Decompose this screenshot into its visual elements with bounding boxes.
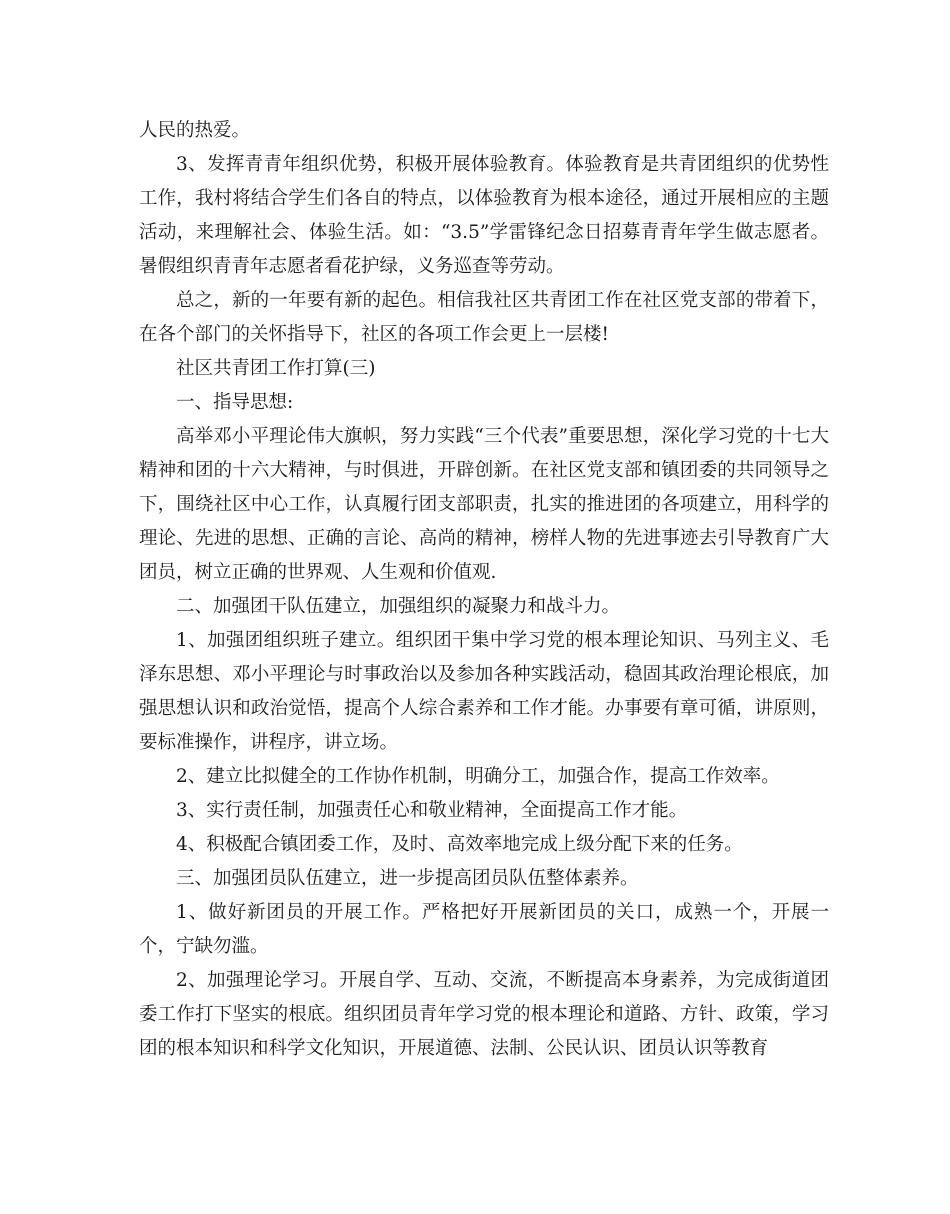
paragraph-conclusion: 总之，新的一年要有新的起色。相信我社区共青团工作在社区党支部的带着下，在各个部门的关怀指导下，社区的各项工作会更上一层楼! xyxy=(139,290,829,345)
paragraph-item-1: 1、加强团组织班子建立。组织团干集中学习党的根本理论知识、马列主义、毛泽东思想、邓小平理论与时事政治以及参加各种实践活动，稳固其政治理论根底，加强思想认识和政治觉悟，提高个人综合素养和工作才能。办事要有章可循，讲原则，要标准操作，讲程序，讲立场。 xyxy=(139,630,829,753)
paragraph-item-2: 2、建立比拟健全的工作协作机制，明确分工，加强合作，提高工作效率。 xyxy=(176,766,780,787)
paragraph-member-item-2: 2、加强理论学习。开展自学、互动、交流，不断提高本身素养，为完成街道团委工作打下坚实的根底。组织团员青年学习党的根本理论和道路、方针、政策，学习团的根本知识和科学文化知识，开展道德、法制、公民认识、团员认识等教育 xyxy=(139,970,829,1059)
document-body xyxy=(139,114,829,1066)
paragraph-guiding-thought: 高举邓小平理论伟大旗帜，努力实践“三个代表”重要思想，深化学习党的十七大精神和团的十六大精神，与时俱进，开辟创新。在社区党支部和镇团委的共同领导之下，围绕社区中心工作，认真履行团支部职责，扎实的推进团的各项建立，用科学的理论、先进的思想、正确的言论、高尚的精神，榜样人物的先进事迹去引导教育广大团员，树立正确的世界观、人生观和价值观. xyxy=(139,426,829,583)
paragraph-experience-education: 3、发挥青青年组织优势，积极开展体验教育。体验教育是共青团组织的优势性工作，我村将结合学生们各自的特点，以体验教育为根本途径，通过开展相应的主题活动，来理解社会、体验生活。如：“3.5”学雷锋纪念日招募青青年学生做志愿者。暑假组织青青年志愿者看花护绿，义务巡查等劳动。 xyxy=(139,154,829,277)
paragraph-continuation: 人民的热爱。 xyxy=(139,120,251,141)
paragraph-item-3: 3、实行责任制，加强责任心和敬业精神，全面提高工作才能。 xyxy=(176,800,688,821)
paragraph-member-item-1: 1、做好新团员的开展工作。严格把好开展新团员的关口，成熟一个，开展一个，宁缺勿滥。 xyxy=(139,902,829,957)
heading-member-team: 三、加强团员队伍建立，进一步提高团员队伍整体素养。 xyxy=(176,868,639,889)
paragraph-item-4: 4、积极配合镇团委工作，及时、高效率地完成上级分配下来的任务。 xyxy=(176,834,743,855)
heading-cadre-team: 二、加强团干队伍建立，加强组织的凝聚力和战斗力。 xyxy=(176,596,621,617)
section-title: 社区共青团工作打算(三) xyxy=(176,358,376,379)
heading-guiding-thought: 一、指导思想: xyxy=(176,392,294,413)
